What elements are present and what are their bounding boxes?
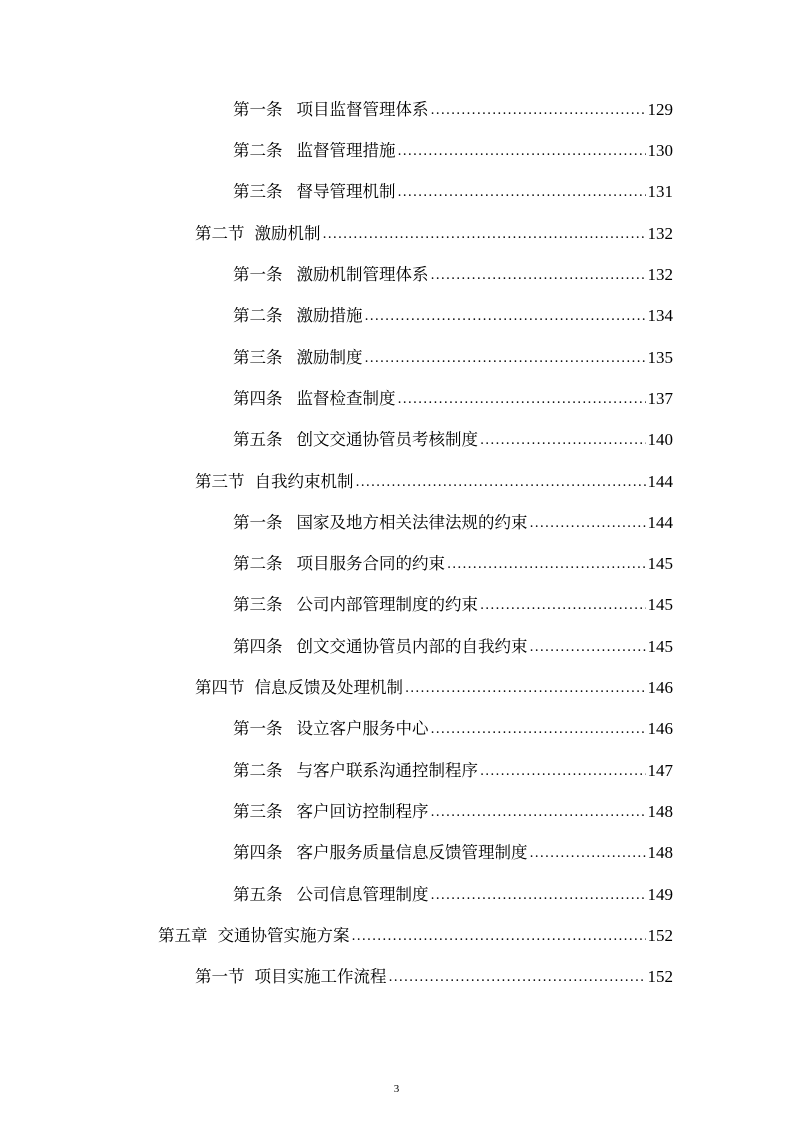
toc-entry-title: 监督检查制度 xyxy=(296,389,396,408)
toc-entry-title: 激励机制管理体系 xyxy=(296,265,429,284)
toc-entry-number: 第三节 xyxy=(195,472,245,491)
toc-entry-page: 135 xyxy=(647,348,673,367)
toc-entry-number: 第五条 xyxy=(233,885,283,904)
toc-entry-page: 144 xyxy=(647,472,673,491)
toc-entry[interactable] xyxy=(233,92,673,120)
dot-leader xyxy=(389,971,646,984)
toc-entry-title: 客户回访控制程序 xyxy=(296,802,429,821)
toc-entry-title: 创文交通协管员内部的自我约束 xyxy=(296,637,528,656)
toc-entry-title: 激励制度 xyxy=(296,348,363,367)
toc-entry-title: 国家及地方相关法律法规的约束 xyxy=(296,513,528,532)
toc-entry[interactable] xyxy=(233,877,673,905)
toc-entry-number: 第四条 xyxy=(233,843,283,862)
dot-leader xyxy=(530,641,646,654)
toc-entry-number: 第二条 xyxy=(233,761,283,780)
toc-entry[interactable] xyxy=(233,422,673,450)
toc-entry-number: 第五章 xyxy=(158,926,208,945)
toc-entry-number: 第二条 xyxy=(233,554,283,573)
toc-entry-number: 第三条 xyxy=(233,595,283,614)
toc-entry-page: 146 xyxy=(647,678,673,697)
toc-entry-title: 项目监督管理体系 xyxy=(296,100,429,119)
toc-entry-number: 第五条 xyxy=(233,430,283,449)
page-number-footer: 3 xyxy=(393,1083,400,1095)
toc-entry-title: 监督管理措施 xyxy=(296,141,396,160)
toc-entry[interactable] xyxy=(233,340,673,368)
dot-leader xyxy=(365,310,646,323)
toc-entry-number: 第三条 xyxy=(233,802,283,821)
toc-entry-title: 督导管理机制 xyxy=(296,182,396,201)
toc-entry-title: 与客户联系沟通控制程序 xyxy=(296,761,478,780)
dot-leader xyxy=(398,393,646,406)
dot-leader xyxy=(431,889,646,902)
toc-entry-page: 145 xyxy=(647,554,673,573)
toc-entry[interactable] xyxy=(233,587,673,615)
toc-entry-number: 第二节 xyxy=(195,224,245,243)
toc-entry-page: 152 xyxy=(647,926,673,945)
dot-leader xyxy=(447,558,646,571)
toc-entry-page: 131 xyxy=(647,182,673,201)
toc-entry-title: 自我约束机制 xyxy=(254,472,354,491)
toc-entry-page: 148 xyxy=(647,802,673,821)
dot-leader xyxy=(323,228,646,241)
toc-entry-page: 137 xyxy=(647,389,673,408)
dot-leader xyxy=(431,269,646,282)
toc-entry-number: 第三条 xyxy=(233,182,283,201)
toc-entry-number: 第一条 xyxy=(233,513,283,532)
toc-entry-page: 134 xyxy=(647,306,673,325)
toc-entry-page: 145 xyxy=(647,637,673,656)
toc-entry-number: 第二条 xyxy=(233,306,283,325)
dot-leader xyxy=(365,352,646,365)
toc-entry[interactable] xyxy=(233,133,673,161)
toc-entry-page: 144 xyxy=(647,513,673,532)
toc-entry-page: 152 xyxy=(647,967,673,986)
toc-entry[interactable] xyxy=(233,174,673,202)
toc-entry-page: 140 xyxy=(647,430,673,449)
dot-leader xyxy=(431,723,646,736)
toc-entry-page: 149 xyxy=(647,885,673,904)
toc-entry[interactable] xyxy=(233,711,673,739)
toc-entry-number: 第一条 xyxy=(233,265,283,284)
toc-entry[interactable] xyxy=(233,257,673,285)
toc-entry[interactable] xyxy=(195,216,673,244)
toc-entry-title: 信息反馈及处理机制 xyxy=(254,678,403,697)
toc-entry[interactable] xyxy=(233,381,673,409)
toc-entry-title: 公司内部管理制度的约束 xyxy=(296,595,478,614)
toc-entry[interactable] xyxy=(195,670,673,698)
dot-leader xyxy=(352,930,646,943)
toc-entry[interactable] xyxy=(233,546,673,574)
toc-entry[interactable] xyxy=(233,298,673,326)
toc-entry-number: 第一条 xyxy=(233,719,283,738)
toc-entry-page: 146 xyxy=(647,719,673,738)
toc-entry-title: 公司信息管理制度 xyxy=(296,885,429,904)
dot-leader xyxy=(431,104,646,117)
toc-entry[interactable] xyxy=(158,918,673,946)
dot-leader xyxy=(480,765,646,778)
toc-entry-title: 项目实施工作流程 xyxy=(254,967,387,986)
dot-leader xyxy=(398,186,646,199)
toc-entry[interactable] xyxy=(233,794,673,822)
toc-entry-page: 132 xyxy=(647,265,673,284)
toc-entry-page: 147 xyxy=(647,761,673,780)
dot-leader xyxy=(530,517,646,530)
dot-leader xyxy=(398,145,646,158)
toc-entry[interactable] xyxy=(233,753,673,781)
dot-leader xyxy=(431,806,646,819)
toc-entry-number: 第三条 xyxy=(233,348,283,367)
toc-entry-number: 第四节 xyxy=(195,678,245,697)
toc-entry-title: 交通协管实施方案 xyxy=(217,926,350,945)
toc-entry-page: 130 xyxy=(647,141,673,160)
toc-entry-number: 第四条 xyxy=(233,637,283,656)
toc-entry-page: 132 xyxy=(647,224,673,243)
toc-entry-title: 项目服务合同的约束 xyxy=(296,554,445,573)
toc-entry-number: 第四条 xyxy=(233,389,283,408)
toc-entry-page: 148 xyxy=(647,843,673,862)
dot-leader xyxy=(480,599,646,612)
toc-entry-title: 创文交通协管员考核制度 xyxy=(296,430,478,449)
dot-leader xyxy=(530,847,646,860)
toc-entry-title: 激励措施 xyxy=(296,306,363,325)
dot-leader xyxy=(480,434,646,447)
toc-entry[interactable] xyxy=(233,505,673,533)
toc-entry-page: 145 xyxy=(647,595,673,614)
toc-entry-number: 第一节 xyxy=(195,967,245,986)
dot-leader xyxy=(356,476,646,489)
toc-entry[interactable] xyxy=(233,835,673,863)
dot-leader xyxy=(405,682,646,695)
toc-entry[interactable] xyxy=(195,959,673,987)
toc-entry-title: 客户服务质量信息反馈管理制度 xyxy=(296,843,528,862)
toc-entry-number: 第一条 xyxy=(233,100,283,119)
toc-entry-title: 设立客户服务中心 xyxy=(296,719,429,738)
toc-entry[interactable] xyxy=(233,629,673,657)
toc-entry[interactable] xyxy=(195,464,673,492)
toc-entry-title: 激励机制 xyxy=(254,224,321,243)
toc-entry-page: 129 xyxy=(647,100,673,119)
toc-entry-number: 第二条 xyxy=(233,141,283,160)
